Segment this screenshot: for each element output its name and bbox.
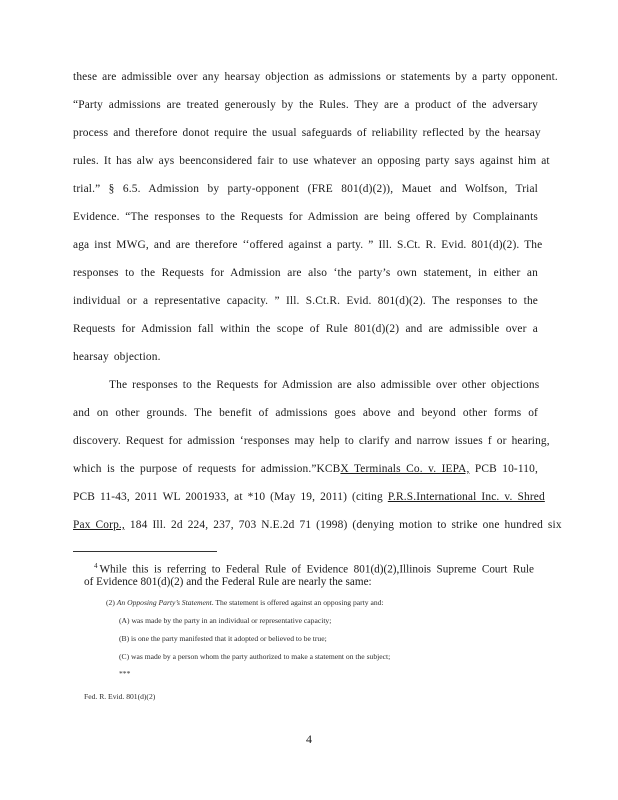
footnote-separator (73, 551, 217, 552)
body-text-segment: 184 Ill. 2d 224, 237, 703 N.E.2d 71 (1998) (denying motion to strike one hundred six (124, 519, 562, 531)
body-line: hearsay objection. (73, 351, 161, 363)
body-text-segment: PCB 11-43, 2011 WL 2001933, at *10 (May 19, 2011) (citing (73, 491, 388, 503)
case-name-citation: X Terminals Co. v. IEPA, (340, 463, 470, 475)
footnote-line (94, 562, 534, 576)
body-line (73, 463, 538, 475)
body-line: and on other grounds. The benefit of admissions goes above and beyond other forms of (73, 407, 538, 419)
rule-quote-item: (A) was made by the party in an individual or representative capacity; (119, 616, 332, 625)
page-number: 4 (306, 732, 312, 746)
rule-quote-heading: (2) An Opposing Party’s Statement. The statement is offered against an opposing party and: (106, 598, 384, 607)
body-line (73, 491, 545, 503)
footnote-citation: Fed. R. Evid. 801(d)(2) (84, 692, 156, 701)
body-line: aga inst MWG, and are therefore ‘‘offered against a party. ” Ill. S.Ct. R. Evid. 801(d)(2). The (73, 239, 543, 251)
rule-quote-ellipsis: *** (119, 669, 131, 678)
footnote-text: While this is referring to Federal Rule of Evidence 801(d)(2),Illinois Supreme Court Rule (99, 563, 534, 576)
body-line: these are admissible over any hearsay objection as admissions or statements by a party opponent. (73, 71, 558, 83)
body-line: Evidence. “The responses to the Requests for Admission are being offered by Complainants (73, 211, 538, 223)
body-line: process and therefore donot require the usual safeguards of reliability reflected by the hearsay (73, 127, 541, 139)
body-text-segment: PCB 10-110, (469, 463, 538, 475)
body-line: discovery. Request for admission ‘responses may help to clarify and narrow issues f or hearing, (73, 435, 550, 447)
body-text-segment: which is the purpose of requests for admission.”KCB (73, 463, 341, 475)
body-line: “Party admissions are treated generously by the Rules. They are a product of the adversary (73, 99, 538, 111)
body-line: individual or a representative capacity. ” Ill. S.Ct.R. Evid. 801(d)(2). The responses to the (73, 295, 538, 307)
body-line: rules. It has alw ays beenconsidered fair to use whatever an opposing party says against him at (73, 155, 550, 167)
footnote-line: of Evidence 801(d)(2) and the Federal Rule are nearly the same: (84, 576, 372, 588)
rule-heading-title: An Opposing Party’s Statement (116, 598, 212, 607)
rule-quote-item: (C) was made by a person whom the party authorized to make a statement on the subject; (119, 652, 391, 661)
rule-quote-item: (B) is one the party manifested that it adopted or believed to be true; (119, 634, 327, 643)
case-name-citation: Pax Corp., (73, 519, 125, 531)
paragraph-first-line: The responses to the Requests for Admission are also admissible over other objections (109, 379, 540, 391)
body-line: Requests for Admission fall within the scope of Rule 801(d)(2) and are admissible over a (73, 323, 538, 335)
body-line: responses to the Requests for Admission are also ‘the party’s own statement, in either an (73, 267, 538, 279)
body-line: trial.” § 6.5. Admission by party-opponent (FRE 801(d)(2)), Mauet and Wolfson, Trial (73, 183, 538, 195)
body-line (73, 519, 562, 531)
footnote-marker: 4 (94, 562, 98, 570)
case-name-citation: P.R.S.International Inc. v. Shred (387, 491, 545, 503)
